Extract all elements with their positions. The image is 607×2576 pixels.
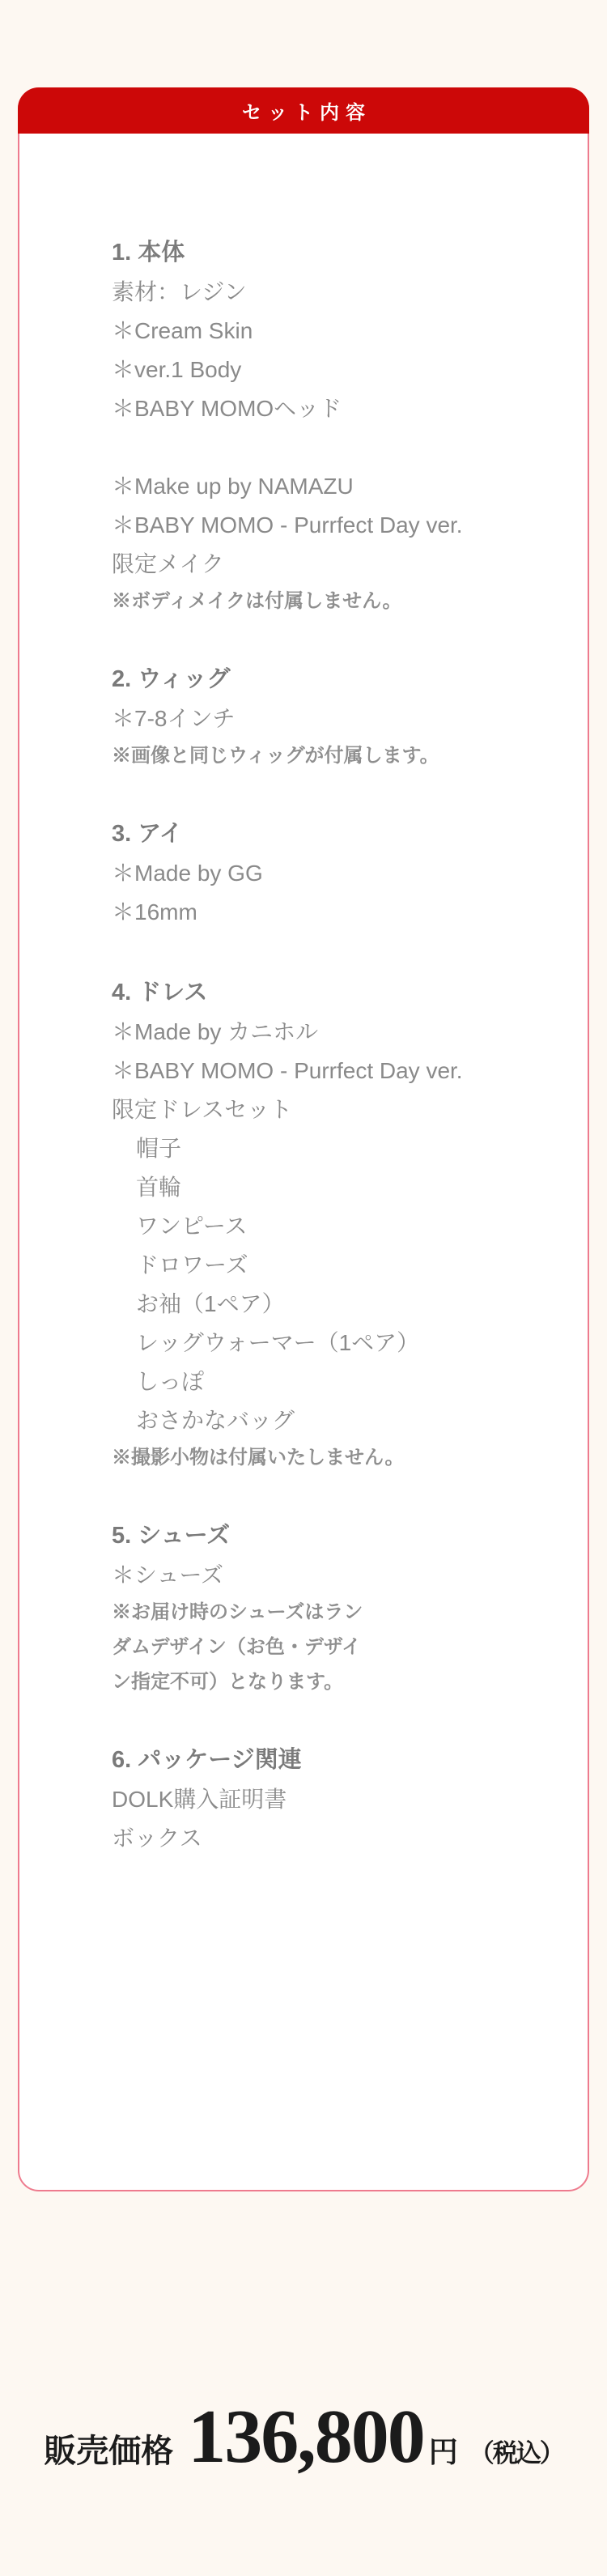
section-title: 2. ウィッグ xyxy=(112,666,231,692)
item-line: 限定ドレスセット xyxy=(112,1097,293,1122)
item-line: ＊BABY MOMO - Purrfect Day ver. xyxy=(112,512,463,538)
note-line: ン指定不可）となります。 xyxy=(112,1671,344,1693)
section-title: 1. 本体 xyxy=(112,240,185,266)
item-line: ＊BABY MOMO - Purrfect Day ver. xyxy=(112,1058,463,1083)
price-row xyxy=(0,2392,607,2481)
price-unit: 円 xyxy=(428,2435,458,2468)
item-line: ドロワーズ xyxy=(136,1252,248,1277)
set-section xyxy=(112,1515,555,1699)
section-title: 6. パッケージ関連 xyxy=(112,1747,302,1773)
price-amount: 136,800 xyxy=(188,2395,424,2479)
set-section xyxy=(112,972,555,1475)
section-title: 5. シューズ xyxy=(112,1523,231,1549)
note-line: ※ボディメイクは付属しません。 xyxy=(112,590,402,612)
item-line: ＊ver.1 Body xyxy=(112,357,242,382)
item-line: ＊7-8インチ xyxy=(112,706,236,731)
item-line: レッグウォーマー（1ペア） xyxy=(136,1330,420,1355)
item-line: ＊シューズ xyxy=(112,1562,224,1588)
blank-line xyxy=(112,428,555,467)
set-contents-list xyxy=(19,134,588,2190)
item-line: ボックス xyxy=(112,1826,202,1851)
note-line: ※画像と同じウィッグが付属します。 xyxy=(112,745,439,767)
item-line: ＊Made by GG xyxy=(112,861,263,886)
note-line: ※撮影小物は付属いたしません。 xyxy=(112,1447,405,1469)
item-line: ＊16mm xyxy=(112,899,197,925)
item-line: ワンピース xyxy=(136,1214,248,1239)
item-line: ＊Make up by NAMAZU xyxy=(112,474,354,499)
item-line: 首輪 xyxy=(136,1175,182,1200)
item-line: 素材：レジン xyxy=(112,279,247,304)
item-line: おさかなバッグ xyxy=(136,1408,295,1433)
set-section xyxy=(112,1740,555,1858)
set-contents-header xyxy=(18,87,589,134)
set-section xyxy=(112,232,555,618)
item-line: ＊Cream Skin xyxy=(112,318,253,343)
item-line: しっぽ xyxy=(136,1369,205,1394)
section-title: 3. アイ xyxy=(112,821,183,847)
section-title: 4. ドレス xyxy=(112,980,208,1005)
set-section xyxy=(112,659,555,773)
price-tax-note: （税込） xyxy=(469,2439,563,2468)
item-line: お袖（1ペア） xyxy=(136,1291,285,1316)
set-section xyxy=(112,814,555,932)
item-line: ＊BABY MOMOヘッド xyxy=(112,396,342,421)
set-contents-header-title: セット内容 xyxy=(242,102,371,124)
item-line: DOLK購入証明書 xyxy=(112,1787,287,1812)
item-line: 限定メイク xyxy=(112,551,224,576)
note-line: ※お届け時のシューズはラン xyxy=(112,1601,363,1623)
price-label: 販売価格 xyxy=(44,2434,174,2469)
item-line: 帽子 xyxy=(136,1136,182,1161)
set-contents-box xyxy=(18,87,589,2191)
item-line: ＊Made by カニホル xyxy=(112,1019,319,1044)
note-line: ダムデザイン（お色・デザイ xyxy=(112,1636,362,1658)
